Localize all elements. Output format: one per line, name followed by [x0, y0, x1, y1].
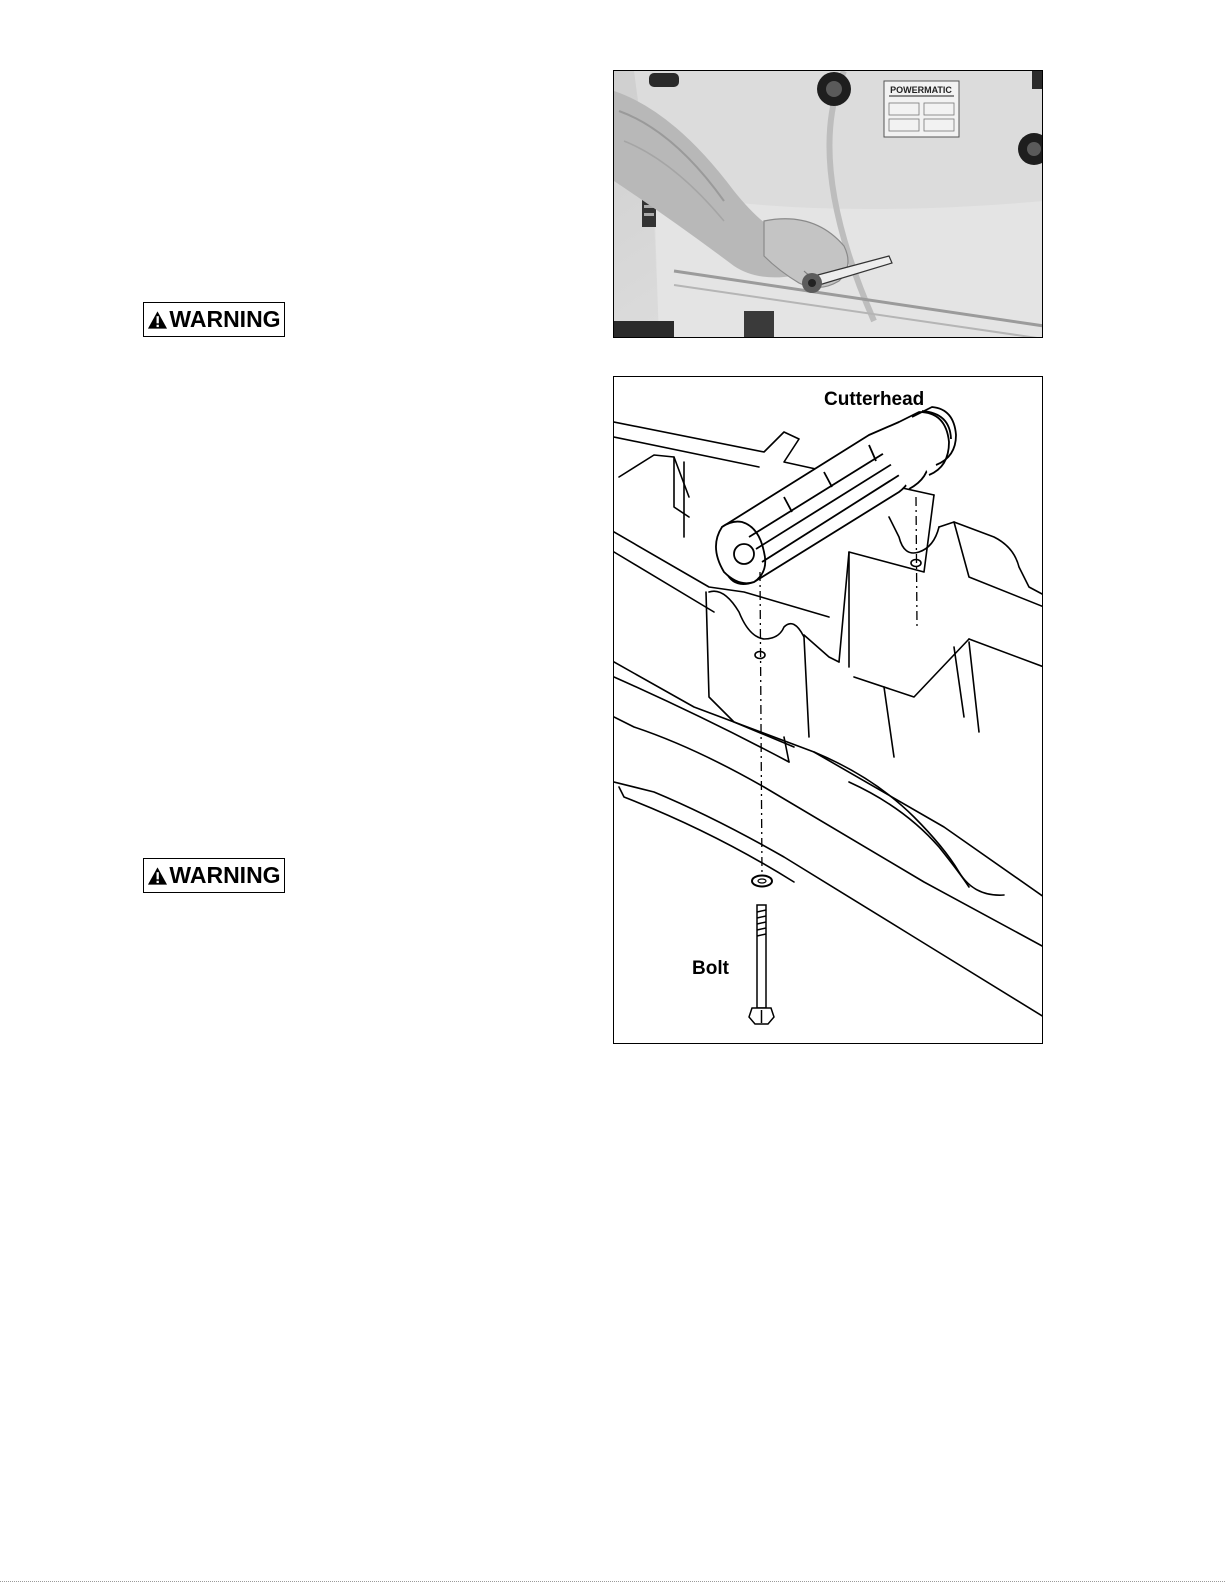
- warning-text: WARNING: [169, 862, 281, 888]
- warning-text: WARNING: [169, 306, 281, 332]
- bolt-label: Bolt: [692, 958, 729, 979]
- brand-plate-text: POWERMATIC: [890, 85, 952, 95]
- figure-photo-wrench: [613, 70, 1043, 338]
- photo-illustration: [614, 71, 1043, 338]
- page-bottom-rule: [0, 1581, 1225, 1582]
- warning-label: [143, 858, 285, 893]
- warning-label: [143, 302, 285, 337]
- cutterhead-line-drawing: [614, 377, 1043, 1044]
- figure-cutterhead-diagram: [613, 376, 1043, 1044]
- warning-triangle-icon: [147, 310, 168, 330]
- warning-triangle-icon: [147, 866, 168, 886]
- cutterhead-label: Cutterhead: [824, 389, 925, 410]
